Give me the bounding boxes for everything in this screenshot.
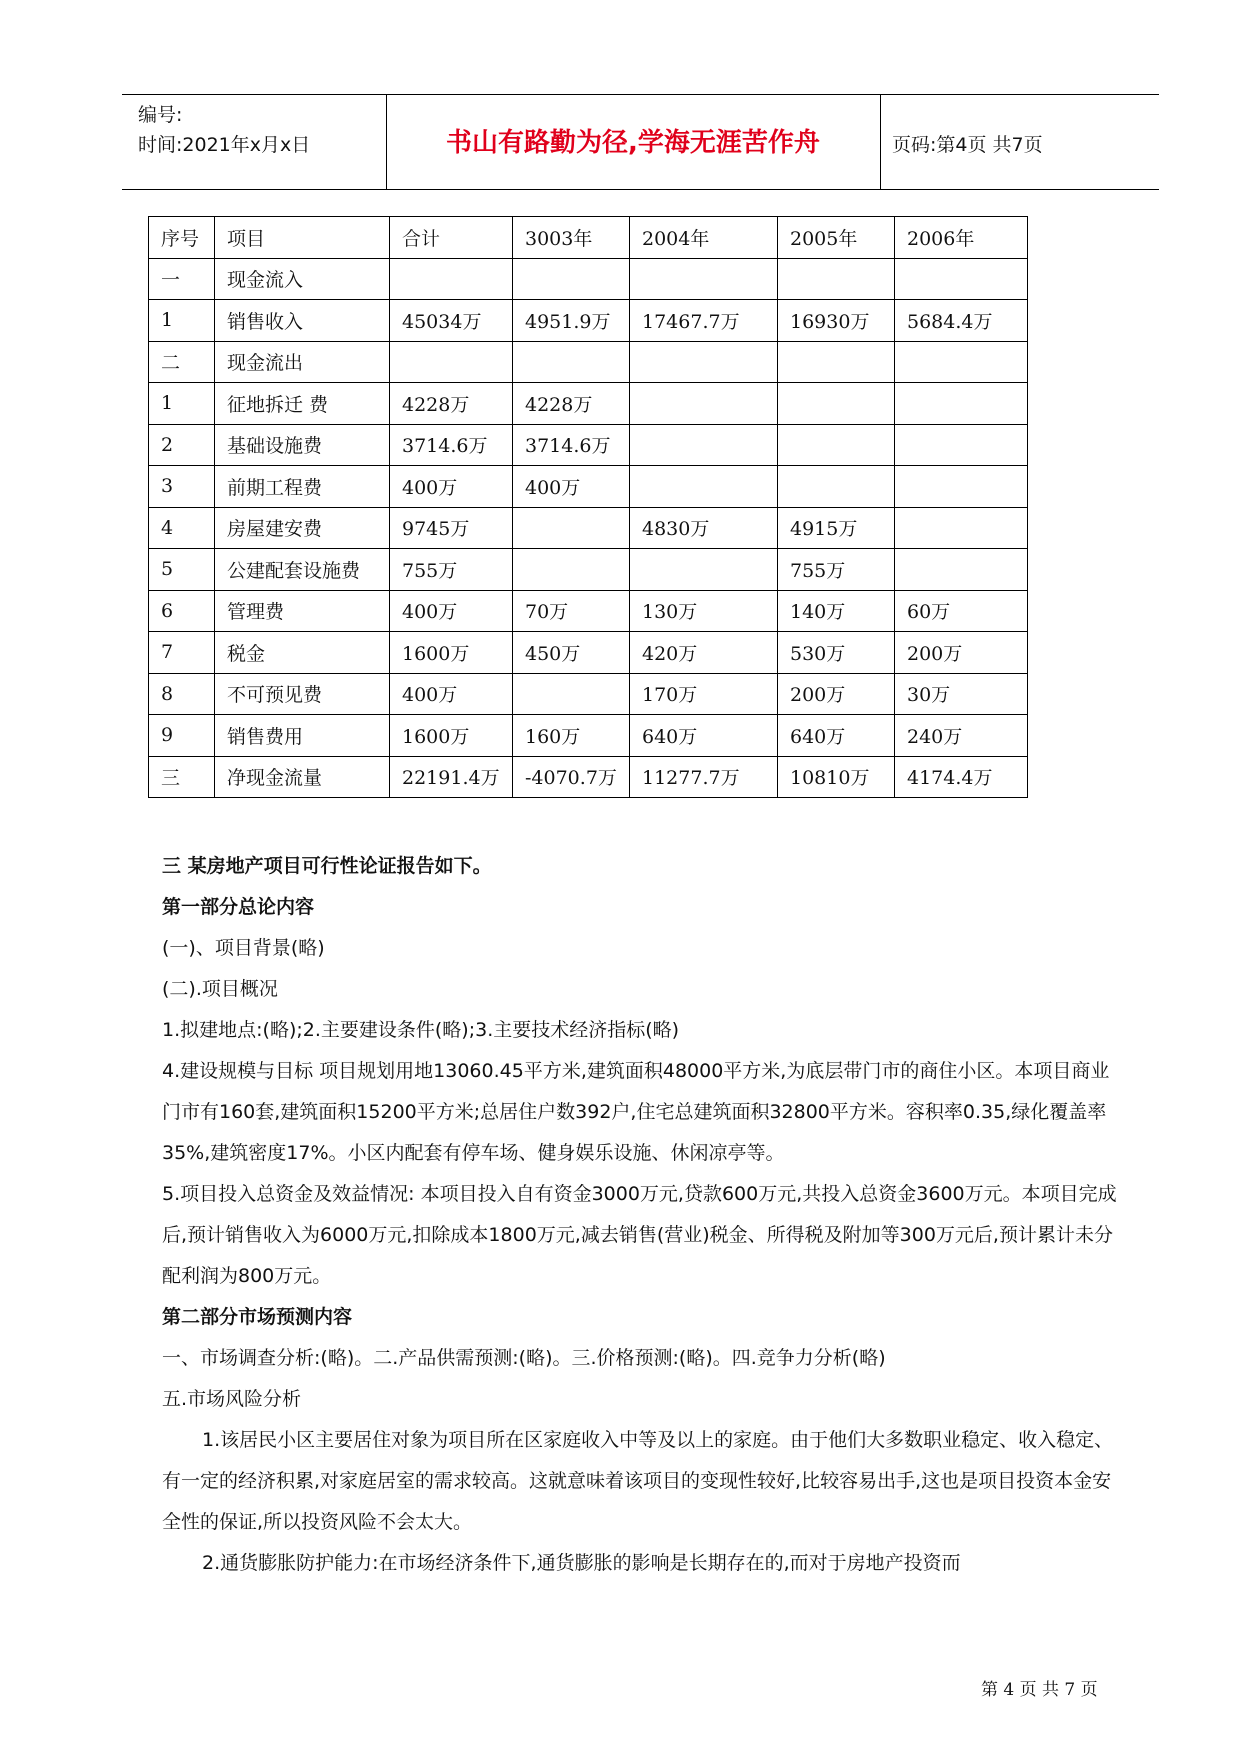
table-cell xyxy=(895,507,1028,549)
paragraph-risk: 五.市场风险分析 xyxy=(162,1388,302,1410)
table-cell xyxy=(895,424,1028,466)
table-cell: 二 xyxy=(149,341,215,383)
table-cell: 现金流出 xyxy=(215,341,390,383)
paragraph-item1: 1.拟建地点:(略);2.主要建设条件(略);3.主要技术经济指标(略) xyxy=(162,1019,680,1041)
table-cell: 销售费用 xyxy=(215,715,390,757)
table-cell: 2 xyxy=(149,424,215,466)
table-cell xyxy=(895,258,1028,300)
table-cell: 公建配套设施费 xyxy=(215,549,390,591)
paragraph-background: (一)、项目背景(略) xyxy=(162,937,325,959)
table-row xyxy=(149,300,1028,342)
table-cell: 销售收入 xyxy=(215,300,390,342)
table-cell: 3714.6万 xyxy=(513,424,630,466)
table-cell xyxy=(630,466,778,508)
table-cell: 征地拆迁 费 xyxy=(215,383,390,425)
table-cell xyxy=(895,466,1028,508)
table-cell: 4228万 xyxy=(513,383,630,425)
table-row xyxy=(149,258,1028,300)
table-cell: 序号 xyxy=(149,217,215,259)
table-cell: 管理费 xyxy=(215,590,390,632)
header-meta xyxy=(138,100,310,160)
report-body xyxy=(162,846,1122,1584)
table-cell: 1 xyxy=(149,300,215,342)
table-cell: 三 xyxy=(149,756,215,798)
table-cell: 400万 xyxy=(390,466,513,508)
table-cell: 140万 xyxy=(778,590,895,632)
table-row xyxy=(149,466,1028,508)
table-cell: 1 xyxy=(149,383,215,425)
table-cell: 3714.6万 xyxy=(390,424,513,466)
table-cell: 640万 xyxy=(778,715,895,757)
paragraph-item5: 5.项目投入总资金及效益情况: 本项目投入自有资金3000万元,贷款600万元,共投入总资金3600万元。本项目完成后,预计销售收入为6000万元,扣除成本1800万元,减去销售(营业)税金、所得税及附加等300万元后,预计累计未分配利润为800万元。 xyxy=(162,1183,1117,1287)
table-cell: 不可预见费 xyxy=(215,673,390,715)
table-cell: 4 xyxy=(149,507,215,549)
table-row xyxy=(149,549,1028,591)
table-cell xyxy=(630,549,778,591)
table-cell xyxy=(390,341,513,383)
table-cell xyxy=(513,507,630,549)
table-cell xyxy=(513,258,630,300)
table-cell: 2004年 xyxy=(630,217,778,259)
table-cell: 1600万 xyxy=(390,632,513,674)
header-divider-left xyxy=(386,94,387,189)
table-cell: 3 xyxy=(149,466,215,508)
paragraph-item4: 4.建设规模与目标 项目规划用地13060.45平方米,建筑面积48000平方米,为底层带门市的商住小区。本项目商业门市有160套,建筑面积15200平方米;总居住户数392户,住宅总建筑面积32800平方米。容积率0.35,绿化覆盖率35%,建筑密度17%。小区内配套有停车场、健身娱乐设施、休闲凉亭等。 xyxy=(162,1060,1110,1164)
part2-title: 第二部分市场预测内容 xyxy=(162,1306,353,1328)
paragraph-overview: (二).项目概况 xyxy=(162,978,278,1000)
table-cell xyxy=(630,258,778,300)
table-cell: 净现金流量 xyxy=(215,756,390,798)
table-cell: 530万 xyxy=(778,632,895,674)
table-cell xyxy=(390,258,513,300)
table-row xyxy=(149,756,1028,798)
table-cell: 30万 xyxy=(895,673,1028,715)
table-cell xyxy=(513,549,630,591)
table-cell: 前期工程费 xyxy=(215,466,390,508)
table-cell: 16930万 xyxy=(778,300,895,342)
table-cell xyxy=(778,424,895,466)
table-cell xyxy=(630,424,778,466)
table-row xyxy=(149,632,1028,674)
table-cell: 17467.7万 xyxy=(630,300,778,342)
table-row xyxy=(149,715,1028,757)
header-divider-right xyxy=(880,94,881,189)
table-cell: 200万 xyxy=(778,673,895,715)
table-cell: 8 xyxy=(149,673,215,715)
table-cell: 755万 xyxy=(778,549,895,591)
table-cell: 4951.9万 xyxy=(513,300,630,342)
table-cell xyxy=(630,383,778,425)
table-cell: 400万 xyxy=(390,673,513,715)
table-cell: 2005年 xyxy=(778,217,895,259)
table-cell xyxy=(895,341,1028,383)
table-cell: 4174.4万 xyxy=(895,756,1028,798)
table-header-row xyxy=(149,217,1028,259)
table-cell: 6 xyxy=(149,590,215,632)
table-cell xyxy=(630,341,778,383)
table-cell: 450万 xyxy=(513,632,630,674)
paragraph-risk1: 1.该居民小区主要居住对象为项目所在区家庭收入中等及以上的家庭。由于他们大多数职业稳定、收入稳定、有一定的经济积累,对家庭居室的需求较高。这就意味着该项目的变现性较好,比较容易出手,这也是项目投资本金安全性的保证,所以投资风险不会太大。 xyxy=(162,1429,1114,1533)
table-cell: 640万 xyxy=(630,715,778,757)
header-page-label: 页码:第4页 共7页 xyxy=(892,134,1043,156)
table-cell: 4228万 xyxy=(390,383,513,425)
table-row xyxy=(149,673,1028,715)
table-cell: 45034万 xyxy=(390,300,513,342)
page-footer: 第 4 页 共 7 页 xyxy=(981,1680,1098,1700)
table-cell: 2006年 xyxy=(895,217,1028,259)
table-row xyxy=(149,383,1028,425)
table-cell xyxy=(513,673,630,715)
table-cell: 11277.7万 xyxy=(630,756,778,798)
table-cell: 4830万 xyxy=(630,507,778,549)
table-cell: 9745万 xyxy=(390,507,513,549)
table-cell: 7 xyxy=(149,632,215,674)
table-cell: 合计 xyxy=(390,217,513,259)
table-row xyxy=(149,424,1028,466)
table-cell xyxy=(778,466,895,508)
table-row xyxy=(149,507,1028,549)
table-cell: 400万 xyxy=(513,466,630,508)
table-cell xyxy=(778,383,895,425)
table-cell: 170万 xyxy=(630,673,778,715)
paragraph-risk2: 2.通货膨胀防护能力:在市场经济条件下,通货膨胀的影响是长期存在的,而对于房地产投资而 xyxy=(202,1552,961,1574)
table-cell: -4070.7万 xyxy=(513,756,630,798)
header-bottom-rule xyxy=(122,189,1159,190)
table-cell: 一 xyxy=(149,258,215,300)
table-cell xyxy=(895,549,1028,591)
table-cell: 160万 xyxy=(513,715,630,757)
table-cell: 9 xyxy=(149,715,215,757)
cash-flow-table xyxy=(148,216,1028,798)
table-cell: 130万 xyxy=(630,590,778,632)
table-cell: 基础设施费 xyxy=(215,424,390,466)
table-cell: 房屋建安费 xyxy=(215,507,390,549)
table-cell: 240万 xyxy=(895,715,1028,757)
table-cell: 60万 xyxy=(895,590,1028,632)
table-cell: 3003年 xyxy=(513,217,630,259)
paragraph-market: 一、市场调查分析:(略)。二.产品供需预测:(略)。三.价格预测:(略)。四.竞争力分析(略) xyxy=(162,1347,886,1369)
table-cell xyxy=(895,383,1028,425)
table-cell: 70万 xyxy=(513,590,630,632)
table-cell: 现金流入 xyxy=(215,258,390,300)
table-cell xyxy=(778,258,895,300)
table-cell xyxy=(513,341,630,383)
header-motto: 书山有路勤为径,学海无涯苦作舟 xyxy=(446,128,820,158)
table-cell: 755万 xyxy=(390,549,513,591)
table-cell: 10810万 xyxy=(778,756,895,798)
number-label: 编号: xyxy=(138,104,183,126)
section-heading: 三 某房地产项目可行性论证报告如下。 xyxy=(162,855,492,877)
table-cell: 税金 xyxy=(215,632,390,674)
table-cell: 5684.4万 xyxy=(895,300,1028,342)
table-cell: 1600万 xyxy=(390,715,513,757)
table-cell: 400万 xyxy=(390,590,513,632)
header-top-rule xyxy=(122,94,1159,95)
table-cell xyxy=(778,341,895,383)
time-label: 时间:2021年x月x日 xyxy=(138,134,311,156)
table-cell: 420万 xyxy=(630,632,778,674)
table-row xyxy=(149,590,1028,632)
table-cell: 22191.4万 xyxy=(390,756,513,798)
part1-title: 第一部分总论内容 xyxy=(162,896,315,918)
table-cell: 5 xyxy=(149,549,215,591)
table-cell: 项目 xyxy=(215,217,390,259)
table-row xyxy=(149,341,1028,383)
table-cell: 4915万 xyxy=(778,507,895,549)
table-cell: 200万 xyxy=(895,632,1028,674)
